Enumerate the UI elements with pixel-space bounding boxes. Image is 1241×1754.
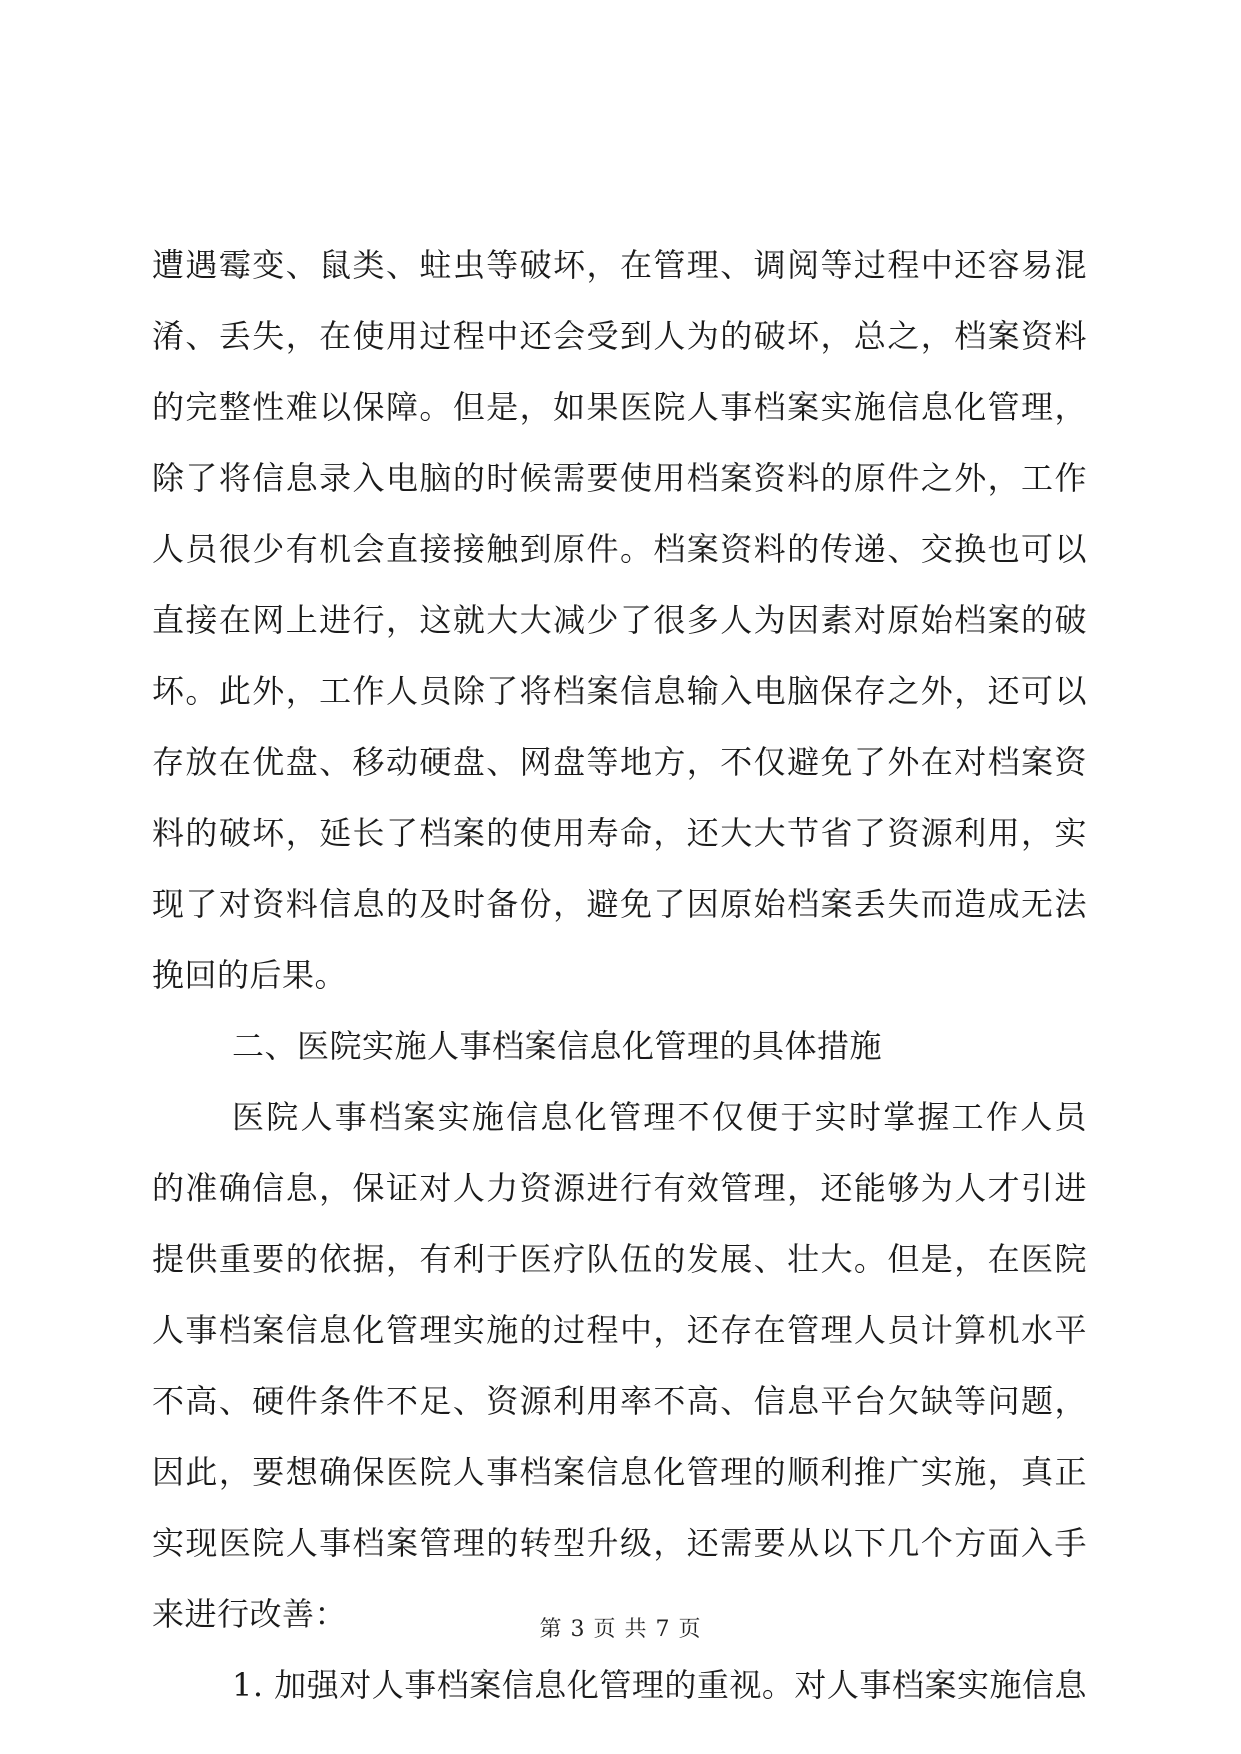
text-line: 来进行改善：	[152, 1595, 348, 1633]
text-line: 直接在网上进行，这就大大减少了很多人为因素对原始档案的破	[152, 601, 1087, 639]
text-line: 淆、丢失，在使用过程中还会受到人为的破坏，总之，档案资料	[152, 317, 1087, 355]
text-line: 的准确信息，保证对人力资源进行有效管理，还能够为人才引进	[152, 1169, 1087, 1207]
text-line: 人事档案信息化管理实施的过程中，还存在管理人员计算机水平	[152, 1311, 1087, 1349]
document-body	[152, 230, 1087, 1721]
text-line: 存放在优盘、移动硬盘、网盘等地方，不仅避免了外在对档案资	[152, 743, 1087, 781]
text-line: 遭遇霉变、鼠类、蛀虫等破坏，在管理、调阅等过程中还容易混	[152, 246, 1087, 284]
text-line: 医院人事档案实施信息化管理不仅便于实时掌握工作人员	[232, 1098, 1087, 1136]
text-line: 人员很少有机会直接接触到原件。档案资料的传递、交换也可以	[152, 530, 1087, 568]
text-line: 因此，要想确保医院人事档案信息化管理的顺利推广实施，真正	[152, 1453, 1087, 1491]
text-line: 的完整性难以保障。但是，如果医院人事档案实施信息化管理，	[152, 388, 1087, 426]
text-line: 提供重要的依据，有利于医疗队伍的发展、壮大。但是，在医院	[152, 1240, 1087, 1278]
text-line: 不高、硬件条件不足、资源利用率不高、信息平台欠缺等问题，	[152, 1382, 1087, 1420]
page-footer: 第 3 页 共 7 页	[539, 1617, 702, 1642]
text-line: 料的破坏，延长了档案的使用寿命，还大大节省了资源利用，实	[152, 814, 1087, 852]
text-line: 除了将信息录入电脑的时候需要使用档案资料的原件之外，工作	[152, 459, 1087, 497]
text-line: 现了对资料信息的及时备份，避免了因原始档案丢失而造成无法	[152, 885, 1087, 923]
text-line: 实现医院人事档案管理的转型升级，还需要从以下几个方面入手	[152, 1524, 1087, 1562]
text-line: 1. 加强对人事档案信息化管理的重视。对人事档案实施信息	[232, 1666, 1087, 1704]
text-line: 坏。此外，工作人员除了将档案信息输入电脑保存之外，还可以	[152, 672, 1087, 710]
text-line: 二、医院实施人事档案信息化管理的具体措施	[232, 1027, 883, 1065]
text-line: 挽回的后果。	[152, 956, 348, 994]
